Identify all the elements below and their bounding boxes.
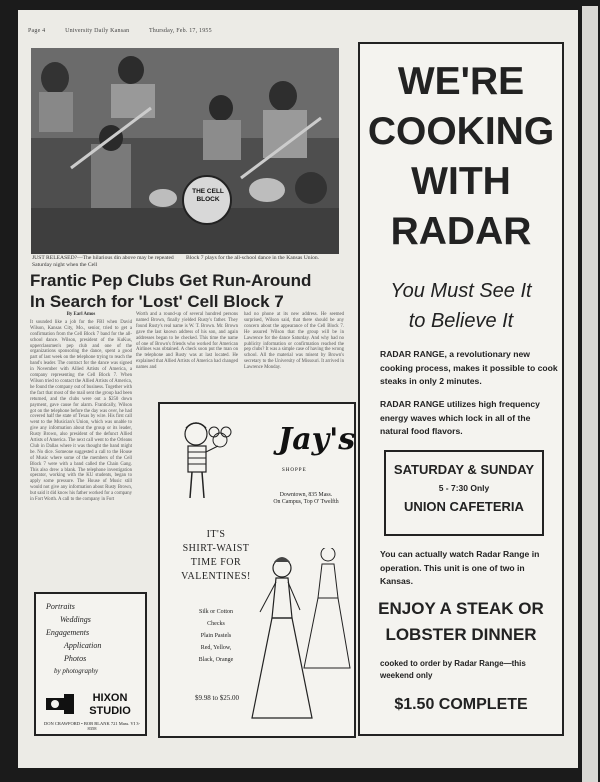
- drum-label: THE CELL BLOCK: [192, 188, 224, 203]
- radar-paragraph-3: You can actually watch Radar Range in operation. This unit is one of two in Kansas.: [380, 549, 540, 586]
- newspaper-page: [18, 10, 578, 768]
- hixon-item: Weddings: [60, 615, 91, 624]
- jays-fabrics: [178, 606, 254, 666]
- caption-left: JUST RELEASED?—The hilarious din above may be repeated Saturday night when the Cell: [32, 255, 174, 268]
- radar-tagline-line-1: You Must See It: [390, 280, 532, 302]
- photo-caption: [32, 255, 336, 269]
- radar-headline-line: WITH: [411, 160, 511, 203]
- article-column-1: [30, 312, 132, 598]
- radar-schedule-box: [384, 450, 544, 536]
- radar-headline-line: WE'RE: [397, 60, 525, 103]
- article-column-2: Worth and a round-up of several hundred persons named Brown, finally yielded Rusty's father. They found Rusty's real name is W. T. Brown. Mr. Brown gave the last known address of his son, and again addresses began to be checked. This time the name of one of Brown's friends who worked for American Airlines was obtained. A check soon put the man on the telephone and Rusty was at last located. He explained that Allied Artists of America had changed names and: [136, 312, 238, 371]
- radar-schedule-time: 5 - 7:30 Only: [438, 483, 490, 493]
- women-in-dresses-illustration: [246, 548, 352, 734]
- next-page-edge: [582, 6, 598, 782]
- hixon-name-line-2: STUDIO: [89, 705, 131, 717]
- radar-enjoy-line-2: LOBSTER DINNER: [385, 625, 537, 644]
- jays-headline: [178, 528, 254, 584]
- hixon-studio-ad: [34, 592, 147, 736]
- jays-shoppe-label: SHOPPE: [282, 468, 307, 473]
- hixon-services: [46, 600, 145, 665]
- radar-schedule-place: UNION CAFETERIA: [404, 499, 524, 514]
- jays-address-line-1: Downtown, 835 Mass.: [279, 492, 333, 498]
- article-headline: [30, 270, 342, 312]
- jays-headline-line: SHIRT-WAIST: [182, 543, 250, 554]
- radar-enjoy-headline: [360, 596, 562, 648]
- radar-range-ad: [358, 42, 564, 736]
- article-column-3: had no phone at its new address. He seemed surprised, Wilson said, that there should be any concern about the appearance of the Cell Block 7. He assured Wilson that the group will be in Lawrence for the dance Saturday. And why had no publicity information or confirmation reached the pep clubs? It was a simple case of having the wrong school. All the material was misent by Brown's secretary to the University of Missouri. It arrived in Lawrence Monday.: [244, 312, 344, 371]
- radar-enjoy-line-1: ENJOY A STEAK OR: [378, 599, 544, 618]
- page-number: Page 4: [28, 28, 46, 34]
- hixon-item: Engagements: [46, 628, 90, 637]
- jays-address: [256, 492, 356, 506]
- article-column-1-text: It sounded like a job for the FBI when David Wilson, Kansas City, Mo., senior, tried to get a confirmation from the Cell Block 7 band for the all-school dance. Wilson, president of the KuKus, upperclassmen's pep club and one of the organizations sponsoring the dance, spent a good part of last week on the telephone trying to reach the band's leader. The contract for the dance was signed in November with Allied Artists of America, a company representing the Cell Block 7. When Wilson tried to contact the Allied Artists of America, he found the company out of business. Together with the fact that most of the mail sent the group had been returned, and the clubs were out a $250 down payment, gave cause for alarm. Frantically, Wilson got on the telephone before the day was over, he had covered half the state of Texas by wire. His first call went to the Musician's Union, which was unable to give any information about the group or its leader, Rusty Brown, also president of the defunct Allied Artists of America. The next call went to the Orleans Club in Dallas where it was thought the band might be. No dice. Someone suggested a call to the House of Music where some of the members of the Cell Block 7 were with a band called the Chain Gang. This also drew a blank. The telephone investigation operator, working with the KU students, began to apply some pressure. The House of Music still would not give any information about Rusty Brown, but said it did know his father worked for a company in Fort Worth. A call to the company in Fort: [30, 319, 132, 503]
- jays-price: $9.98 to $25.00: [195, 694, 239, 702]
- radar-price: $1.50 COMPLETE: [394, 696, 528, 713]
- hixon-by-line: by photography: [54, 667, 99, 675]
- band-photo-illustration: [31, 48, 339, 254]
- article-byline: By Earl Amos: [66, 312, 96, 317]
- radar-tagline-line-2: to Believe It: [408, 310, 514, 332]
- jays-shoppe-ad: [158, 402, 356, 738]
- page-header: [28, 28, 230, 34]
- jays-headline-line: VALENTINES!: [181, 571, 251, 582]
- radar-headline-line: COOKING: [367, 110, 555, 153]
- hixon-name-line-1: HIXON: [92, 692, 128, 704]
- jays-fabric-line: Checks: [207, 621, 225, 627]
- hixon-item: Photos: [64, 654, 87, 663]
- headline-line-2: In Search for 'Lost' Cell Block 7: [30, 292, 284, 311]
- issue-date: Thursday, Feb. 17, 1955: [148, 28, 212, 34]
- jays-fabric-line: Plain Pastels: [200, 633, 232, 639]
- hixon-item: Application: [64, 641, 102, 650]
- jays-headline-line: TIME FOR: [190, 557, 242, 568]
- caption-right: Block 7 plays for the all-school dance in the Kansas Union.: [186, 255, 320, 261]
- jays-address-line-2: On Campus, Top O' Twelfth: [273, 499, 339, 505]
- radar-schedule-days: SATURDAY & SUNDAY: [393, 462, 535, 477]
- radar-paragraph-1: RADAR RANGE, a revolutionary new cooking process, makes it possible to cook steaks in only 2 minutes.: [380, 349, 558, 386]
- photographer-icon: [44, 690, 76, 716]
- jays-logo: Jay's: [278, 422, 356, 457]
- headline-line-1: Frantic Pep Clubs Get Run-Around: [30, 271, 312, 290]
- jays-fabric-line: Silk or Cotton: [198, 609, 233, 615]
- boy-with-flowers-illustration: [174, 418, 236, 508]
- jays-fabric-line: Red, Yellow,: [200, 645, 232, 651]
- hixon-item: Portraits: [46, 602, 75, 611]
- radar-tagline: [360, 276, 562, 336]
- band-photo: [31, 48, 339, 254]
- hixon-footer: DON CRAWFORD • BOB BLANK 721 Mass. VI 3-8358: [43, 721, 140, 731]
- hixon-studio-name: [80, 692, 140, 718]
- paper-name: University Daily Kansan: [65, 28, 130, 34]
- jays-fabric-line: Black, Orange: [198, 657, 234, 663]
- jays-headline-line: IT'S: [206, 529, 226, 540]
- radar-headline-line: RADAR: [390, 210, 532, 253]
- radar-paragraph-2: RADAR RANGE utilizes high frequency energy waves which lock in all of the natural food flavors.: [380, 399, 540, 436]
- radar-cooked-text: cooked to order by Radar Range—this weekend only: [380, 659, 526, 680]
